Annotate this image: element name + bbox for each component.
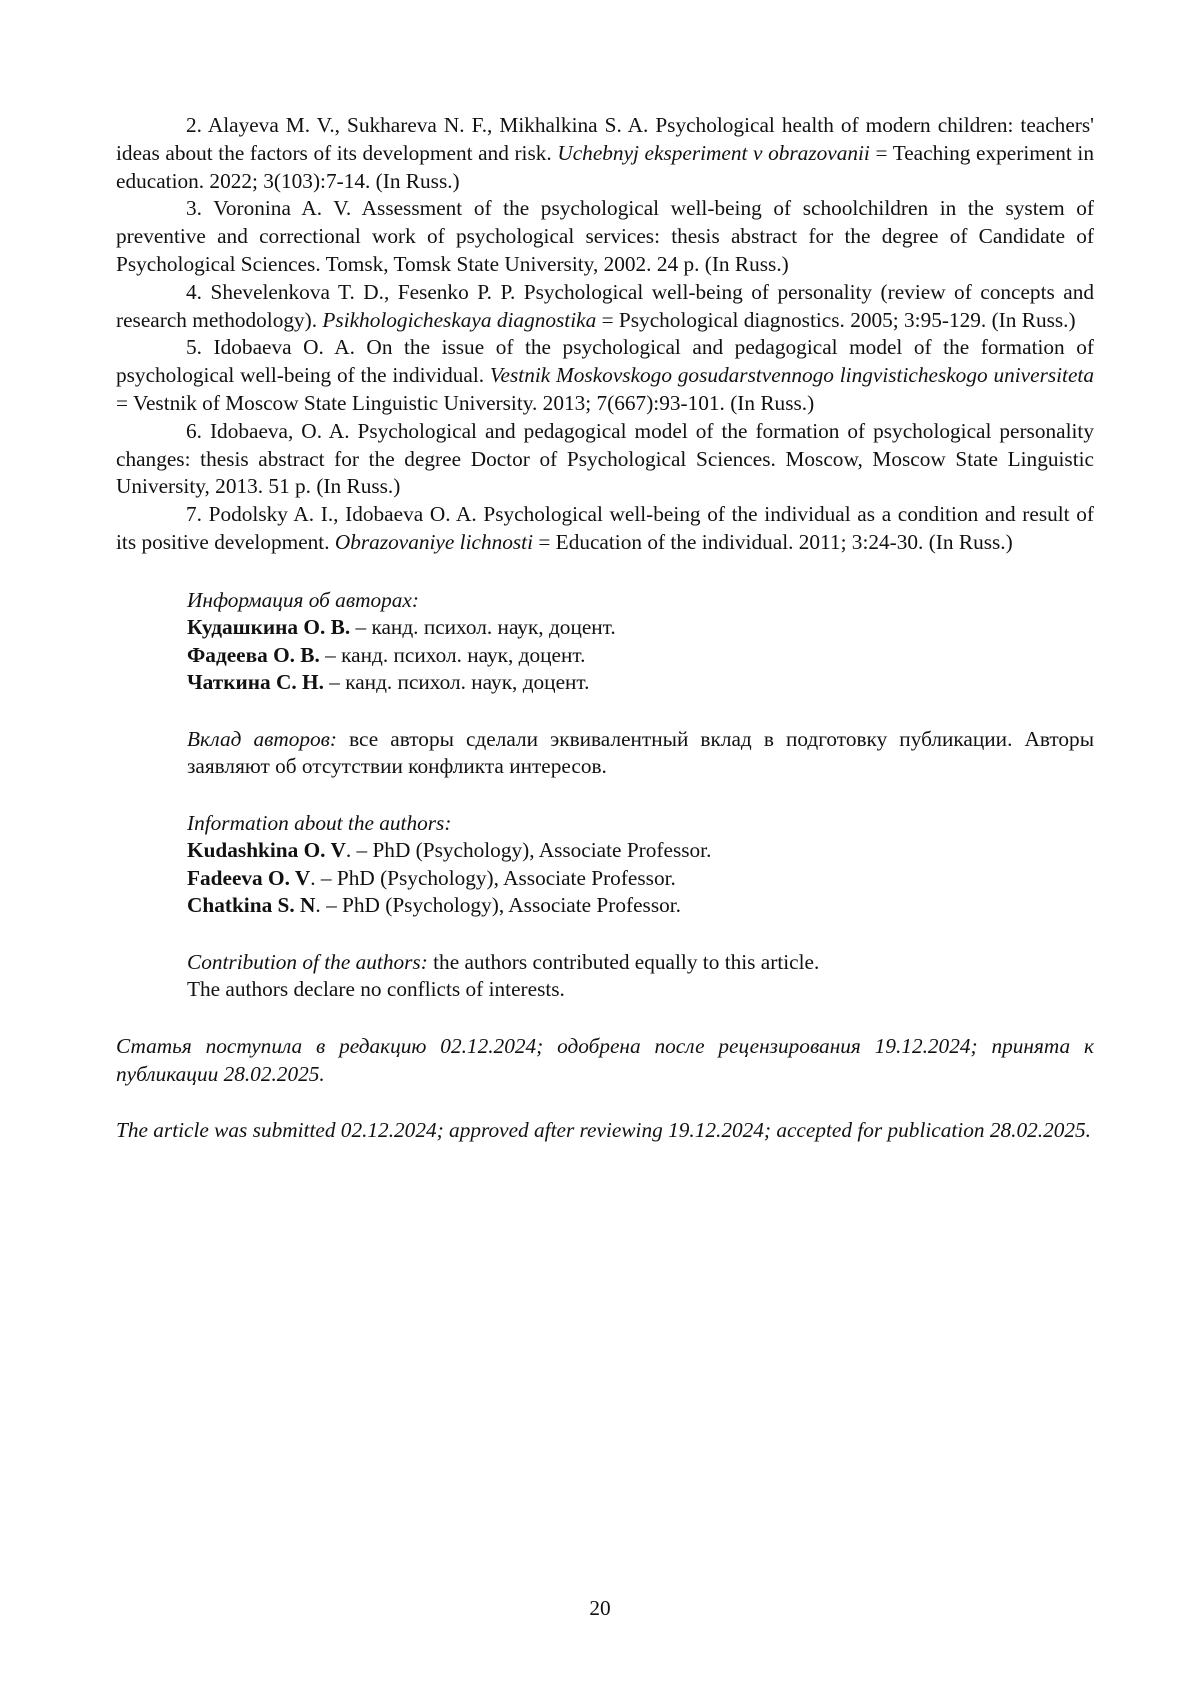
contribution-en: Contribution of the authors: the authors contributed equally to this article. <box>187 949 820 974</box>
conflict-declaration: The authors declare no conflicts of interests. <box>187 977 565 1002</box>
journal-title: Vestnik Moskovskogo gosudarstvennogo lingvisticheskogo universiteta <box>489 363 1094 388</box>
authors-heading-ru: Информация об авторах: <box>187 587 419 612</box>
dates-en: The article was submitted 02.12.2024; approved after reviewing 19.12.2024; accepted for publication 28.02.2025. <box>116 1118 1091 1143</box>
dates-ru: Статья поступила в редакцию 02.12.2024; одобрена после рецензирования 19.12.2024; принята к публикации 28.02.2025. <box>116 1033 1094 1086</box>
page-number: 20 <box>589 1596 611 1620</box>
authors-info-ru <box>187 587 1094 1004</box>
journal-title: Uchebnyj eksperiment v obrazovanii <box>557 140 870 165</box>
authors-heading-en: Information about the authors: <box>187 810 452 835</box>
reference-item: 3. Voronina A. V. Assessment of the psychological well-being of schoolchildren in the system of preventive and correctional work of psychological services: thesis abstract for the degree of Candidate of Psychological Sciences. Tomsk, Tomsk State University, 2002. 24 p. (In Russ.) <box>116 196 1094 276</box>
journal-title: Psikhologicheskaya diagnostika <box>322 307 597 332</box>
reference-item: 5. Idobaeva O. A. On the issue of the psychological and pedagogical model of the formation of psychological well-being of the individual. Vestnik Moskovskogo gosudarstvennogo lingvisticheskogo universiteta = Vestnik of Moscow State Linguistic University. 2013; 7(667):93-101. (In Russ.) <box>116 335 1094 415</box>
reference-item: 7. Podolsky A. I., Idobaeva O. A. Psychological well-being of the individual as a condition and result of its positive development. Obrazovaniye lichnosti = Education of the individual. 2011; 3:24-30. (In Russ.) <box>116 502 1094 554</box>
page-body <box>116 112 1094 1145</box>
author-line: Kudashkina O. V. – PhD (Psychology), Associate Professor. <box>187 838 712 863</box>
article-dates <box>116 1033 1094 1145</box>
author-line: Кудашкина О. В. – канд. психол. наук, доцент. <box>187 615 616 640</box>
reference-item: 6. Idobaeva, O. A. Psychological and pedagogical model of the formation of psychological personality changes: thesis abstract for the degree Doctor of Psychological Sciences. Moscow, Moscow State Linguistic University, 2013. 51 p. (In Russ.) <box>116 418 1094 499</box>
reference-list <box>116 112 1094 557</box>
contribution-ru: Вклад авторов: все авторы сделали эквивалентный вклад в подготовку публикации. Авторы заявляют об отсутствии конфликта интересов. <box>187 726 1095 779</box>
author-line: Фадеева О. В. – канд. психол. наук, доцент. <box>187 642 586 667</box>
author-line: Chatkina S. N. – PhD (Psychology), Associate Professor. <box>187 893 682 918</box>
author-line: Fadeeva O. V. – PhD (Psychology), Associate Professor. <box>187 865 676 890</box>
author-line: Чаткина С. Н. – канд. психол. наук, доцент. <box>187 670 590 695</box>
reference-item: 4. Shevelenkova T. D., Fesenko P. P. Psychological well-being of personality (review of concepts and research methodology). Psikhologicheskaya diagnostika = Psychological diagnostics. 2005; 3:95-129. (In Russ.) <box>116 279 1094 332</box>
reference-item: 2. Alayeva M. V., Sukhareva N. F., Mikhalkina S. A. Psychological health of modern children: teachers' ideas about the factors of its development and risk. Uchebnyj eksperiment v obrazovanii = Teaching experiment in education. 2022; 3(103):7-14. (In Russ.) <box>116 113 1095 193</box>
journal-title: Obrazovaniye lichnosti <box>334 529 534 554</box>
